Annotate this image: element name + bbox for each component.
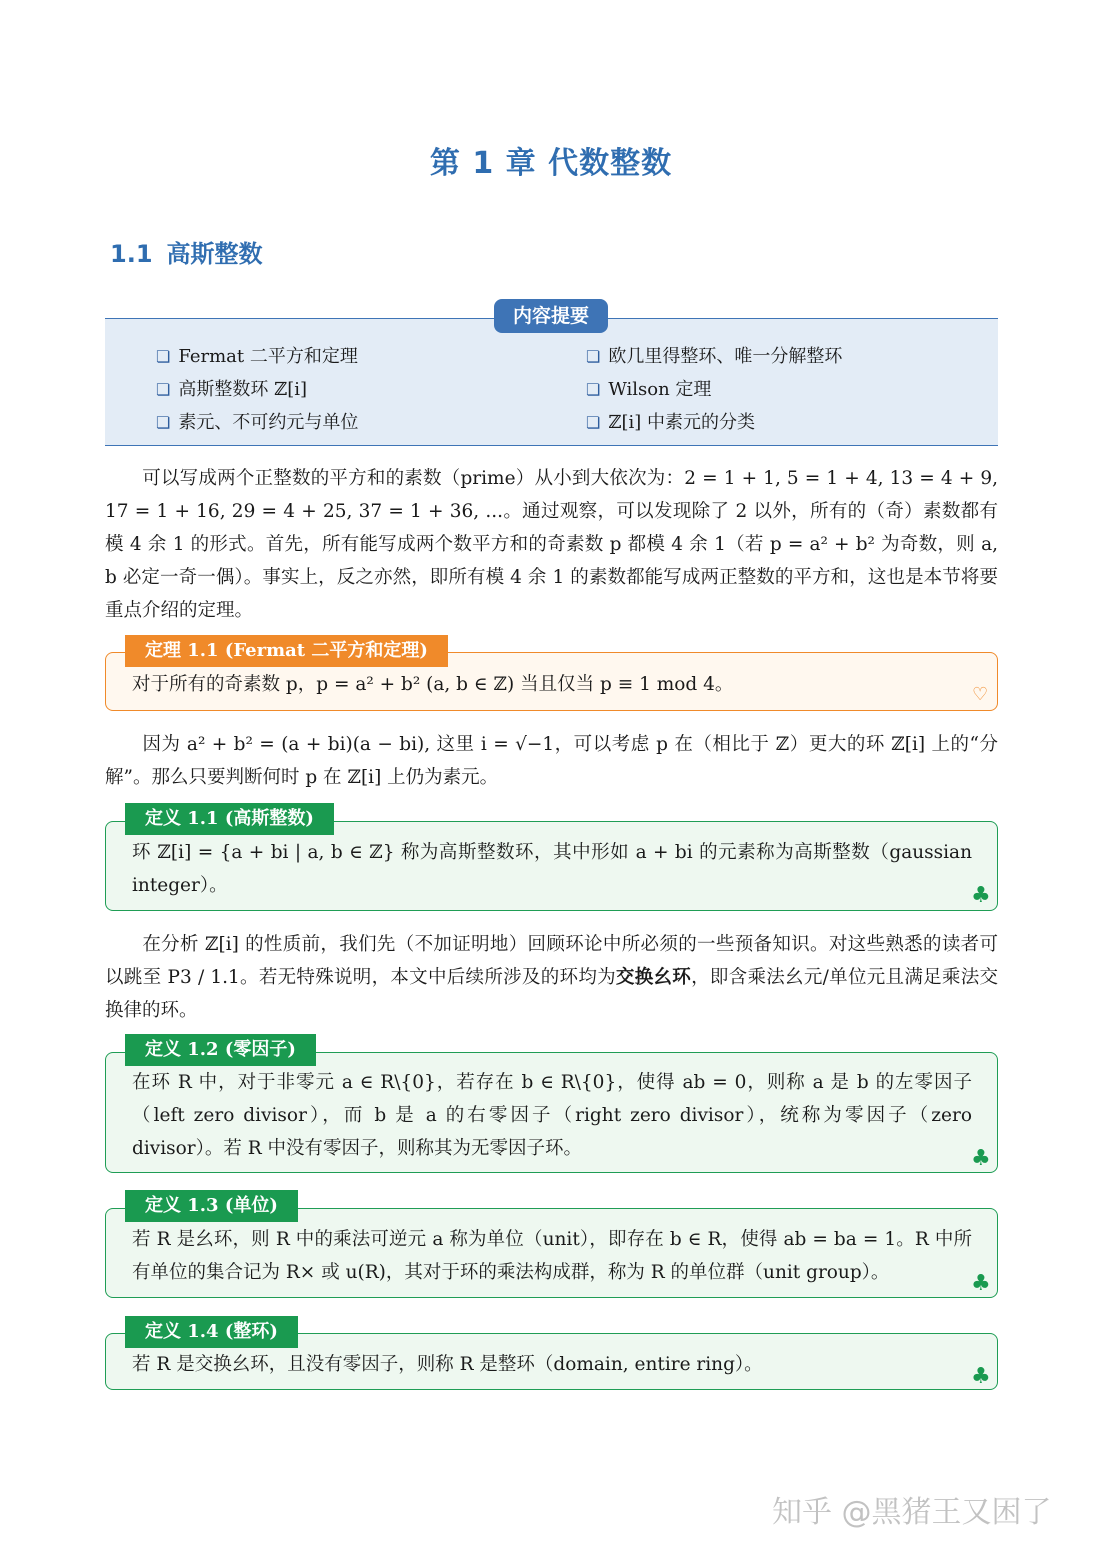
definition-text: 环 ℤ[i] = {a + bi | a, b ∈ ℤ} 称为高斯整数环，其中形如 a + bi 的元素称为高斯整数（gaussian integer）。 <box>132 842 972 896</box>
summary-item: ❏ 素元、不可约元与单位 <box>156 412 359 433</box>
section-number: 1.1 <box>110 240 153 268</box>
definition-text: 若 R 是幺环，则 R 中的乘法可逆元 a 称为单位（unit），即存在 b ∈ R，使得 ab = ba = 1。R 中所有单位的集合记为 R× 或 u(R)，其对于环的乘法构成群，称为 R 的单位群（unit group）。 <box>132 1229 972 1283</box>
theorem-label: 定理 1.1 (Fermat 二平方和定理) <box>125 635 448 667</box>
club-icon: ♣ <box>971 1271 991 1296</box>
checkbox-icon: ❏ <box>156 413 171 432</box>
definition-text: 在环 R 中，对于非零元 a ∈ R\{0}，若存在 b ∈ R\{0}，使得 ab = 0，则称 a 是 b 的左零因子（left zero divisor），而 b 是 a 的右零因子（right zero divisor），统称为零因子（zero divisor）。若 R 中没有零因子，则称其为无零因子环。 <box>132 1072 972 1159</box>
intro-paragraph: 可以写成两个正整数的平方和的素数（prime）从小到大依次为：2 = 1 + 1, 5 = 1 + 4, 13 = 4 + 9, 17 = 1 + 16, 29 = 4 + 25, 37 = 1 + 36, ...。通过观察，可以发现除了 2 以外，所有的（奇）素数都有模 4 余 1 的形式。首先，所有能写成两个数平方和的奇素数 p 都模 4 余 1（若 p = a² + b² 为奇数，则 a, b 必定一奇一偶）。事实上，反之亦然，即所有模 4 余 1 的素数都能写成两正整数的平方和，这也是本节将要重点介绍的定理。 <box>105 468 998 621</box>
section-title <box>110 234 263 269</box>
club-icon: ♣ <box>971 883 991 908</box>
chapter-title: 第 1 章 代数整数 <box>429 146 673 181</box>
definition-label: 定义 1.3 (单位) <box>125 1190 298 1222</box>
section-name: 高斯整数 <box>166 240 263 268</box>
checkbox-icon: ❏ <box>586 380 601 399</box>
summary-item: ❏ 欧几里得整环、唯一分解整环 <box>586 346 843 367</box>
watermark: 知乎 @黑猪王又困了 <box>772 1495 1052 1530</box>
summary-item: ❏ ℤ[i] 中素元的分类 <box>586 412 756 433</box>
club-icon: ♣ <box>971 1146 991 1171</box>
paragraph-2: 因为 a² + b² = (a + bi)(a − bi), 这里 i = √−1，可以考虑 p 在（相比于 ℤ）更大的环 ℤ[i] 上的“分解”。那么只要判断何时 p 在 ℤ[i] 上仍为素元。 <box>105 734 998 788</box>
definition-label: 定义 1.1 (高斯整数) <box>125 803 334 835</box>
checkbox-icon: ❏ <box>156 380 171 399</box>
checkbox-icon: ❏ <box>586 413 601 432</box>
summary-item: ❏ 高斯整数环 ℤ[i] <box>156 379 308 400</box>
definition-text: 若 R 是交换幺环，且没有零因子，则称 R 是整环（domain, entire ring）。 <box>132 1354 763 1375</box>
checkbox-icon: ❏ <box>156 347 171 366</box>
heart-icon: ♡ <box>972 684 989 705</box>
theorem-text: 对于所有的奇素数 p，p = a² + b² (a, b ∈ ℤ) 当且仅当 p ≡ 1 mod 4。 <box>132 674 734 695</box>
bold-term: 交换幺环 <box>615 967 692 988</box>
definition-label: 定义 1.2 (零因子) <box>125 1034 316 1066</box>
summary-item: ❏ Wilson 定理 <box>586 379 712 400</box>
paragraph-3: 在分析 ℤ[i] 的性质前，我们先（不加证明地）回顾环论中所必须的一些预备知识。对这些熟悉的读者可以跳至 P3 / 1.1。若无特殊说明，本文中后续所涉及的环均为交换幺环，即含乘法幺元/单位元且满足乘法交换律的环。 <box>105 934 998 1021</box>
summary-label: 内容提要 <box>494 299 608 333</box>
summary-item: ❏ Fermat 二平方和定理 <box>156 346 358 367</box>
checkbox-icon: ❏ <box>586 347 601 366</box>
definition-label: 定义 1.4 (整环) <box>125 1316 298 1348</box>
club-icon: ♣ <box>971 1364 991 1389</box>
